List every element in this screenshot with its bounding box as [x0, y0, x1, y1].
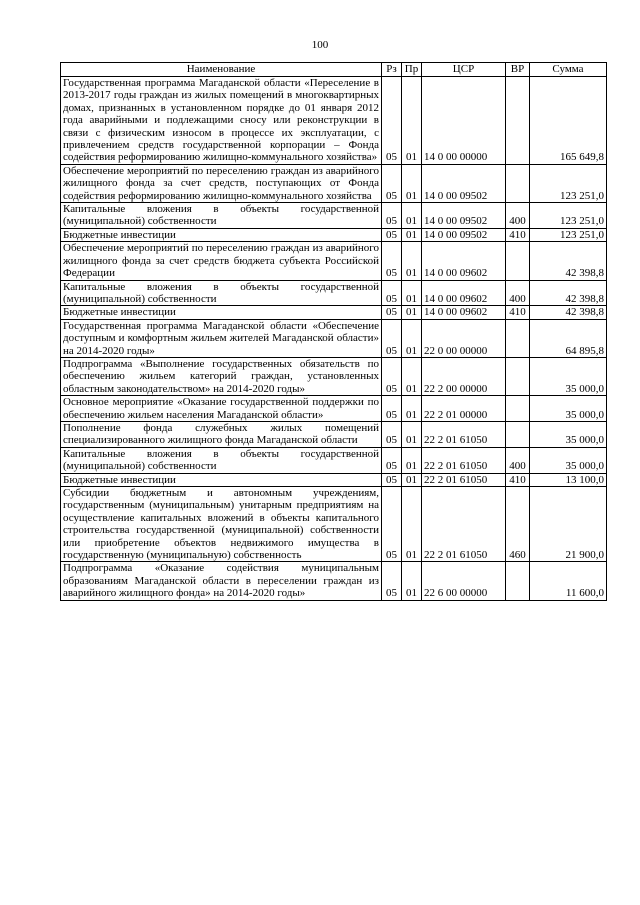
- cell-pr: 01: [402, 396, 422, 422]
- cell-name: Обеспечение мероприятий по переселению граждан из аварийного жилищного фонда за счет средств бюджета субъекта Российской Федерации: [61, 242, 382, 280]
- table-row: [61, 228, 607, 241]
- cell-sum: 35 000,0: [530, 396, 607, 422]
- cell-pr: 01: [402, 242, 422, 280]
- cell-rz: 05: [382, 164, 402, 202]
- table-row: [61, 487, 607, 562]
- cell-name: Подпрограмма «Выполнение государственных обязательств по обеспечению жильем категорий граждан, установленных областным законодательством» на 2014-2020 годы»: [61, 357, 382, 395]
- cell-pr: 01: [402, 473, 422, 486]
- cell-sum: 35 000,0: [530, 447, 607, 473]
- table-row: [61, 280, 607, 306]
- cell-csr: 22 2 01 00000: [422, 396, 506, 422]
- cell-pr: 01: [402, 447, 422, 473]
- cell-rz: 05: [382, 396, 402, 422]
- table-row: [61, 396, 607, 422]
- cell-sum: 123 251,0: [530, 228, 607, 241]
- table-row: [61, 421, 607, 447]
- cell-csr: 22 2 01 61050: [422, 487, 506, 562]
- cell-rz: 05: [382, 203, 402, 229]
- cell-sum: 42 398,8: [530, 242, 607, 280]
- cell-name: Бюджетные инвестиции: [61, 228, 382, 241]
- cell-vr: 410: [506, 306, 530, 319]
- table-row: [61, 319, 607, 357]
- cell-sum: 64 895,8: [530, 319, 607, 357]
- cell-pr: 01: [402, 319, 422, 357]
- cell-sum: 21 900,0: [530, 487, 607, 562]
- cell-name: Бюджетные инвестиции: [61, 473, 382, 486]
- table-row: [61, 77, 607, 165]
- cell-csr: 14 0 00 09602: [422, 280, 506, 306]
- cell-vr: 410: [506, 228, 530, 241]
- cell-csr: 22 2 01 61050: [422, 473, 506, 486]
- cell-csr: 14 0 00 09602: [422, 242, 506, 280]
- cell-name: Государственная программа Магаданской области «Обеспечение доступным и комфортным жильем жителей Магаданской области» на 2014-2020 годы»: [61, 319, 382, 357]
- cell-vr: 460: [506, 487, 530, 562]
- cell-name: Подпрограмма «Оказание содействия муниципальным образованиям Магаданской области в переселении граждан из аварийного жилищного фонда» на 2014-2020 годы»: [61, 562, 382, 600]
- cell-name: Капитальные вложения в объекты государственной (муниципальной) собственности: [61, 447, 382, 473]
- cell-vr: 410: [506, 473, 530, 486]
- cell-rz: 05: [382, 228, 402, 241]
- table-row: [61, 306, 607, 319]
- cell-vr: [506, 396, 530, 422]
- table-row: [61, 357, 607, 395]
- cell-vr: 400: [506, 203, 530, 229]
- cell-name: Капитальные вложения в объекты государственной (муниципальной) собственности: [61, 280, 382, 306]
- table-row: [61, 203, 607, 229]
- cell-vr: [506, 242, 530, 280]
- cell-csr: 14 0 00 09502: [422, 203, 506, 229]
- cell-csr: 14 0 00 00000: [422, 77, 506, 165]
- cell-sum: 42 398,8: [530, 306, 607, 319]
- cell-pr: 01: [402, 306, 422, 319]
- cell-csr: 22 2 01 61050: [422, 421, 506, 447]
- cell-sum: 42 398,8: [530, 280, 607, 306]
- column-header-csr: ЦСР: [422, 63, 506, 77]
- cell-csr: 14 0 00 09502: [422, 228, 506, 241]
- column-header-name: Наименование: [61, 63, 382, 77]
- cell-name: Капитальные вложения в объекты государственной (муниципальной) собственности: [61, 203, 382, 229]
- cell-rz: 05: [382, 319, 402, 357]
- cell-sum: 35 000,0: [530, 421, 607, 447]
- cell-sum: 123 251,0: [530, 164, 607, 202]
- cell-rz: 05: [382, 421, 402, 447]
- column-header-rz: Рз: [382, 63, 402, 77]
- cell-csr: 22 6 00 00000: [422, 562, 506, 600]
- cell-vr: [506, 319, 530, 357]
- cell-rz: 05: [382, 447, 402, 473]
- cell-vr: [506, 421, 530, 447]
- cell-vr: 400: [506, 280, 530, 306]
- page-number: 100: [311, 39, 329, 51]
- cell-sum: 165 649,8: [530, 77, 607, 165]
- cell-pr: 01: [402, 280, 422, 306]
- cell-csr: 22 2 00 00000: [422, 357, 506, 395]
- cell-pr: 01: [402, 421, 422, 447]
- cell-rz: 05: [382, 357, 402, 395]
- cell-rz: 05: [382, 280, 402, 306]
- table-row: [61, 164, 607, 202]
- cell-vr: [506, 562, 530, 600]
- cell-csr: 22 0 00 00000: [422, 319, 506, 357]
- cell-rz: 05: [382, 473, 402, 486]
- cell-sum: 35 000,0: [530, 357, 607, 395]
- cell-rz: 05: [382, 77, 402, 165]
- table-row: [61, 473, 607, 486]
- table-row: [61, 242, 607, 280]
- cell-pr: 01: [402, 228, 422, 241]
- cell-pr: 01: [402, 357, 422, 395]
- table-body: [61, 77, 607, 601]
- cell-pr: 01: [402, 164, 422, 202]
- table-header-row: [61, 63, 607, 77]
- cell-vr: [506, 164, 530, 202]
- table-row: [61, 447, 607, 473]
- column-header-sum: Сумма: [530, 63, 607, 77]
- cell-sum: 13 100,0: [530, 473, 607, 486]
- cell-rz: 05: [382, 306, 402, 319]
- cell-name: Субсидии бюджетным и автономным учреждениям, государственным (муниципальным) унитарным предприятиям на осуществление капитальных вложений в объекты капитального строительства государственной (муниципальной) собственности или приобретение объектов недвижимого имущества в государственную (муниципальную) собственность: [61, 487, 382, 562]
- cell-name: Обеспечение мероприятий по переселению граждан из аварийного жилищного фонда за счет средств, поступающих от Фонда содействия реформированию жилищно-коммунального хозяйства: [61, 164, 382, 202]
- cell-pr: 01: [402, 77, 422, 165]
- cell-name: Бюджетные инвестиции: [61, 306, 382, 319]
- cell-rz: 05: [382, 242, 402, 280]
- cell-name: Основное мероприятие «Оказание государственной поддержки по обеспечению жильем населения Магаданской области»: [61, 396, 382, 422]
- budget-table: [60, 62, 607, 601]
- cell-vr: 400: [506, 447, 530, 473]
- cell-pr: 01: [402, 562, 422, 600]
- cell-name: Пополнение фонда служебных жилых помещений специализированного жилищного фонда Магаданской области: [61, 421, 382, 447]
- column-header-pr: Пр: [402, 63, 422, 77]
- cell-vr: [506, 77, 530, 165]
- cell-sum: 11 600,0: [530, 562, 607, 600]
- cell-sum: 123 251,0: [530, 203, 607, 229]
- cell-pr: 01: [402, 203, 422, 229]
- table-row: [61, 562, 607, 600]
- cell-csr: 14 0 00 09502: [422, 164, 506, 202]
- column-header-vr: ВР: [506, 63, 530, 77]
- cell-csr: 14 0 00 09602: [422, 306, 506, 319]
- cell-name: Государственная программа Магаданской области «Переселение в 2013-2017 годы граждан из жилых помещений в многоквартирных домах, признанных в установленном порядке до 01 января 2012 года аварийными и подлежащими сносу или реконструкции в связи с физическим износом в процессе их эксплуатации, с привлечением средств государственной корпорации – Фонда содействия реформированию жилищно-коммунального хозяйства»: [61, 77, 382, 165]
- cell-csr: 22 2 01 61050: [422, 447, 506, 473]
- cell-pr: 01: [402, 487, 422, 562]
- cell-rz: 05: [382, 487, 402, 562]
- cell-rz: 05: [382, 562, 402, 600]
- cell-vr: [506, 357, 530, 395]
